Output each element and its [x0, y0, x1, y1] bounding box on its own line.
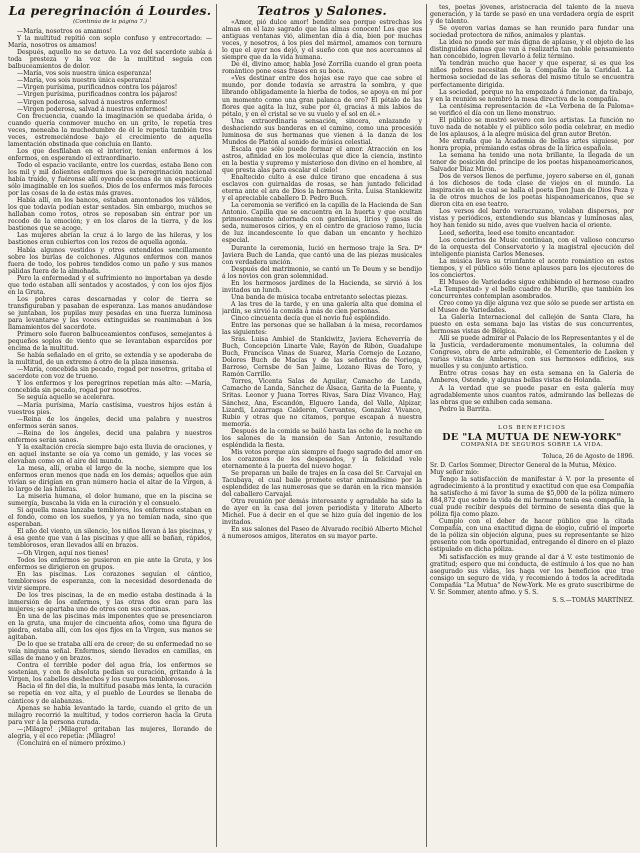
letter-dateline: Toluca, 26 de Agosto de 1896. [542, 452, 634, 460]
paragraph: —Virgen poderosa, salvad á nuestros enfermos! [17, 98, 168, 106]
paragraph: Entre otras cosas hay en esta semana en la Galería de Amberes, Ostende, y algunas bellas vistas de Holanda. [430, 370, 634, 385]
paragraph: El público se mostró severo con los artistas. La función no tuvo nada de notable y el público sólo podía celebrar, en medio de los aplausos, á la alegre música del gran autor Bretón. [430, 116, 634, 138]
paragraph: Si aquella masa lanzaba temblores, los enfermos estaban en el fondo, como en los sueños, y ya no temían nada, sino que esperaban. [8, 507, 212, 529]
paragraph: Pedro la Barrita. [439, 405, 492, 413]
paragraph: Contra el terrible poder del agua fría, los enfermos se sostenían, y con fe absoluta pedían su curación, gritando á la Virgen, los cabellos deshechos y los cuerpos temblorosos. [8, 662, 212, 684]
paragraph: Otra reunión por demás interesante y agradable ha sido la de ayer en la casa del joven periodista y literato Alberto Michel. Fue á decir en el que se hizo guía del ingenio de los invitados. [222, 498, 422, 527]
paragraph: Allí se puede admirar el Palacio de los Representantes y el de la Justicia, verdaderamente monumentales, la columna del Congreso, obra de arte admirable, el Cementerio de Laeken y varias vistas de Amberes, con sus hermosos edificios, sus muelles y su conjunto artístico. [430, 335, 634, 371]
paragraph: Y los enfermos y los peregrinos repetían más alto: —María, concebida sin pecado, rogad por nosotros. [8, 380, 212, 395]
paragraph: Primero solo fueron balbuceamientos confusos, semejantes á pequeños soplos de viento que se levantaban esparcidos por encima de la multitud. [8, 331, 212, 353]
article-body [430, 4, 634, 413]
paragraph: Cinco cincuenta decía que el novio fué espléndido. [231, 314, 391, 322]
paragraph: Tengo la satisfacción de manifestar á V. por la presente el agradecimiento á la prontitud y exactitud con que esa Compañía ha satisfecho á mi favor la suma de $5,000 de la póliza número 484,872 que sobre la vida de mi hermano tenía esa compañía, la cual pude recibir después del término de sesenta días que la póliza fija como plazo. [430, 476, 634, 519]
paragraph: La música lleva su triunfante el acento romántico en estos tiempos, y el público sólo tiene aplausos para los ejecutores de los conciertos. [430, 257, 634, 279]
paragraph: Durante la ceremonia, lució en hermoso traje la Sra. Dª Javiera Buch de Landa, que cantó una de las piezas musicales con verdadera unción. [222, 244, 422, 266]
letter-address: Sr. D. Carlos Sommer, Director General de la Mutua, México. [430, 461, 617, 469]
paragraph: —María, nosotros os amamos! [17, 28, 113, 36]
paragraph: —¡Milagro! ¡Milagro! gritaban las mujeres, llorando de alegría, y el eco repetía: ¡Milagro! [8, 725, 212, 740]
paragraph: A la verdad que se puede pasar en esta galería muy agradablemente unos cuantos ratos, admirando las bellezas de las obras que se exhiben cada semana. [430, 384, 634, 406]
paragraph: Los versos del bardo veracruzano, volaban dispersos, por vistas y periódicos, extendiendo sus blancas y luminosas alas, hoy han tenido su nido, aves que vuelven hacia el oriente. [430, 208, 634, 230]
paragraph: Una extraordinaria sensación, sincera, enlazando y deshaciendo sus banderas en el camino, como una procesión luminosa de sus hermanas que vienen á la danza de los Mundos de Platón al sonido de música celestial. [222, 117, 422, 146]
paragraph: Sras. Luisa Ambiel de Stankiwitz, Javiera Echeverría de Buch, Concepción Linarte Vale, Rayón de Ribón, Guadalupe Buch, Francisca Vinas de Suarez, María Cornejo de Lozano, Dolores Buch de Macías y de las señoritas de Noriega, Barroso, Cernsbe de San Jaime, Lozano Rivas de Toro, y Ramón Carrillo. [222, 336, 422, 379]
ad-title: DE "LA MUTUA DE NEW-YORK" [442, 431, 622, 443]
paragraph: La sociedad, porque no ha empezado á funcionar, da trabajo, y en la reunión se nombró la mesa directiva de la compañía. [430, 88, 634, 103]
paragraph: Había algunos vestidos y otros extendidos sencillamente sobre los burlas de colchones. Algunos enfermos con manos fuera de todo, los pobres tendidos como un paño y sus manos pálidas fuera de la almohada. [8, 246, 212, 275]
paragraph: Se oyeron varias damas se han reunido para fundar una sociedad protectora de niños, animales y plantas. [430, 25, 634, 40]
paragraph: Dos de versos llenos de perfume, joyero saberse en él, ganan á los dichosos de toda clase de viejos en el mundo. La inspiración en la cual se halla el poeta Don Juan de Dios Peza y la de otros muchos de los poetas hispanoamericanos, que se dieron cita en ese teatro. [430, 173, 634, 209]
continuation-note: (Continúa de la página 7.) [73, 19, 147, 25]
paragraph: En sus salones del Paseo de Alvarado recibió Alberto Michel á numerosos amigos, literatos en su mayor parte. [222, 526, 422, 541]
paragraph: Mis votos porque aún siempre el fuego sagrado del amor en los corazones de los desposados, y la felicidad vele eternamente á la puerta del nuevo hogar. [222, 448, 422, 470]
paragraph: La centésima representación de «La Verbena de la Paloma» se verificó el día con un lleno monstruo. [430, 102, 634, 117]
paragraph: Después, aquello no se detuvo. La voz del sacerdote subía á toda presteza y la voz de la multitud seguía con balbuceamientos de dolor. [8, 49, 212, 71]
paragraph: Torres, Vicenta Salas de Aguilar, Camacho de Landa, Camacho de Landa, Sánchez de Alsaca, Garita de la Fuente, y Sritas. Leonor y Juana Torres Rivas, Sara Díaz Vivanco, Hay, Sánchez, Ana, Escandón, Elguero Landa, del Valle, Alpizar, Lizardi, Lozarraga Calderón, Cervantes, Gonzalez Vivanco, Rubio y otras que no citamos, porque escapan á nuestra memoria. [222, 378, 422, 428]
paragraph: Cumplo con el deber de hacer público que la citada Compañía, con una exactitud digna de elogio, cubrió el importe de la póliza sin objeción alguna, pues su representante se hizo presente con toda oportunidad, entregando el dinero en el plazo estipulado en dicha póliza. [430, 518, 634, 554]
column-divider [216, 4, 217, 847]
paragraph: La semana ha tenido una nota brillante, la llegada de un tenor de posición del príncipe de los poetas hispanoamericanos, Salvador Díaz Mirón. [430, 151, 634, 174]
paragraph: Se seguía aquello se acelerara. [17, 394, 115, 402]
letter-salutation: Muy señor mío: [430, 468, 479, 476]
paragraph: tes, poetas jóvenes, aristocracia del talento de la nueva generación, y la tarde se pasó en una verdadera orgía de esprit y de talento. [430, 4, 634, 26]
paragraph: En una de las piscinas más imponentes que se presenciaron en la gruta, una mujer de cincuenta años, como una figura de piedra, estaba allí, con los ojos fijos en la Virgen, sus manos se agitaban. [8, 612, 212, 642]
column-peregrinacion [8, 4, 212, 847]
column-teatros [222, 4, 422, 847]
paragraph: —Virgen purísima, purificadnos contra los pájaros! [17, 84, 178, 92]
paragraph: —María, vos sois nuestra única esperanza! [17, 77, 152, 85]
ad-subtitle: COMPAÑÍA DE SEGUROS SOBRE LA VIDA. [460, 441, 604, 448]
paragraph: A las tres de la tarde, y en una galería alta que domina el jardín, se sirvió la comida á más de cien personas. [222, 300, 422, 315]
paragraph: Pero la enfermedad y el sufrimiento no importaban ya desde que todo estaban allí sentados y acostados, y con los ojos fijos en la Gruta. [8, 274, 212, 296]
paragraph: Después del matrimonio, se cantó un Te Deum y se bendijo á los novios con gran solemnidad. [222, 265, 422, 280]
paragraph: Enaltecido culto á ese dulce tirano que encadena á sus esclavos con guirnaldas de rosas, se han juntado felicidad eterna ante el ara de Dios la hermosa Srita. Luisa Stankiewitz y el apreciable caballero D. Pedro Buch. [222, 174, 422, 203]
paragraph: Escala que sólo puede formar el amor. Atracción en los astros, afinidad en los moléculas que dice la ciencia, instinto en la bestia y supremo y misterioso don divino en el hombre, al que presta alas para escalar el cielo! [222, 145, 422, 174]
paragraph: Apenas se había levantado la tarde, cuando el grito de un milagro recorrió la multitud, y todos corrieron hacia la Gruta para ver á la persona curada. [8, 704, 212, 726]
section-rule [460, 419, 604, 420]
paragraph: Con frecuencia, cuando la imaginación se quedaba árida, ó cuando quería conmover mucho en un grito, le repetía tres veces, meneaba la muchedumbre de él le repetía también tres veces, estremeciéndose bajo el crecimiento de aquella lamentación obstinada que concluía en llanto. [8, 112, 212, 148]
paragraph: La Galería Internacional del callejón de Santa Clara, ha puesto en esta semana bajo las vistas de sus concurrentes, hermosas vistas de Bélgica. [430, 314, 634, 336]
paragraph: —Virgen purísima, purificadnos contra los pájaros! [17, 91, 178, 99]
paragraph: La miseria humana, el dolor humano, que en la piscina se sumergía, buscaba la vida en la curación y el consuelo. [8, 493, 212, 508]
column-divider [426, 4, 427, 847]
paragraph: Entre las personas que se hallaban á la mesa, recordamos las siguientes: [222, 322, 422, 337]
paragraph: Y la multitud repitió con soplo confuso y entrecortado: —María, nosotros os amamos! [8, 35, 212, 50]
paragraph: Todo el espacio vacilante, entre los cuerdas, estaba lleno con los mil y mil dolientes enfermos que la peregrinación nacional había traído, y fuéronse allí oyendo escenas de un espectáculo sólo imaginable en los sueños. Dios de los enfermos más feroces por las cosas de la de estas más graves. [8, 161, 212, 198]
paragraph: —María purísima, María castísima, vuestros hijos están á vuestros pies. [8, 401, 212, 416]
paragraph: —María, vos sois nuestra única esperanza! [17, 70, 152, 78]
paragraph: —Reina de los ángeles, decid una palabra y nuestros enfermos serán sanos. [8, 415, 212, 430]
paragraph: «Amor, pió dulce amor! bendito sea porque estrechas los almas en el lazo sagrado que las almas conocen! Los que sus antiguas ventanas vió, alimentan día á día, bien por muchas veces, y nosotros, á los pies del mármol, amamos con ternura lo que el ayer nos dejó, y el sueño con que nos acercamos al siempre que da la vida humana. [222, 19, 422, 62]
paragraph: Ya tendrán mucho que hacer y que esperar, si es que los niños pobres necesitan de la Compañía de la Caridad. La hermosa sociedad de las señoras del mismo título se encuentra perfectamente dirigida. [430, 60, 634, 89]
paragraph: —Virgen poderosa, salvad á nuestros enfermos! [17, 105, 168, 113]
paragraph: Leed, señorita, leed ese tomito encantador. [439, 229, 575, 237]
paragraph: Todos los enfermos se pusieron en pie ante la Gruta, y los enfermos se dirigieron en grupos. [8, 556, 212, 571]
paragraph: Los que desfilaban en el interior, tenían enfermos á los enfermos, en esperando el extraordinario. [8, 147, 212, 162]
article-heading: Teatros y Salones. [257, 4, 387, 18]
paragraph: «Ves destinar entre dos hojas ese rayo que cae sobre el mundo, por donde todavía se arrastra la sombra, y que librando obligadamente la hierba de todos, se apoya en mí por un momento como una gran palanca de oro? El pétalo de las flores que agita la luz, sube por él, gracias á mis labios de pétalo, y en el cristal se ve su vuelo y el sol en él.» [222, 75, 422, 118]
paragraph: Se había señalado en el grito, se extendía y se apoderaba de la multitud, de un extremo á otro de la plaza inmensa. [8, 352, 212, 367]
paragraph: La ceremonia se verificó en la capilla de la Hacienda de San Antonio. Capilla que se encuentra en la huerta y que ocultan primorosamente adornada con gardenias, lirios y gasas de seda, numerosos cirios, y en el centro de gracioso ramo, lucía de luz incandescente lo que daban un encanto y hechizo especial. [222, 202, 422, 245]
paragraph: —Oh Virgen, aquí nos tienes! [17, 549, 109, 557]
paragraph: La mesa, allí, oraba el largo de la noche, siempre que los enfermos eran menos que nada en los demás; aquellos que aún vivían se dirigían en gran número hacia el altar de la Virgen, á lo largo de las hileras. [8, 464, 212, 494]
paragraph: De los tres piscinas, la de en medio estaba destinada á la inmersión de los enfermos, y las otras dos eran para las mujeres; se apartaba uno de otros con sus cortinas. [8, 591, 212, 613]
paragraph: Una banda de música tocaba entretanto selectas piezas. [231, 293, 408, 301]
paragraph: Después de la comida se bailó hasta las ocho de la noche en los salones de la mansión de San Antonio, resultando espléndida la fiesta. [222, 427, 422, 449]
paragraph: Los conciertos de Music continúan, con el valioso concurso de la orquesta del Conservatorio y la magistral ejecución del inteligente pianista Carlos Meneses. [430, 236, 634, 258]
paragraph: —María, concebida sin pecado, rogad por nosotros, gritaba el sacerdote con voz de trueno. [8, 366, 212, 381]
paragraph: Se preparan un baile de trajes en la casa del Sr. Carvajal en Tacubaya, el cual baile promete estar animadísimo por la esplendidez de las numerosas que se darán en la rica mansión del caballero Carvajal. [222, 470, 422, 499]
paragraph: —Reina de los ángeles, decid una palabra y nuestros enfermos serán sanos. [8, 429, 212, 444]
paragraph: Mi satisfacción es muy grande al dar á V. este testimonio de gratitud; espero que mi conducta, de estímulo á los que no han asegurado sus vidas, les haga ver los beneficios que trae consigo un seguro de vida, y recomiendo á todos la acreditada Compañía "La Mutua" de New-York. Me es grato suscribirme de V. Sr. Sommer, atento afmo. y S. S. [430, 553, 634, 596]
letter-body [430, 476, 634, 596]
paragraph: En los hermosos jardines de la Hacienda, se sirvió á los invitados un lunch. [222, 279, 422, 294]
paragraph: La idea no puede ser más digna de aplauso, y el objeto de las distinguidas damas que van á realizarla tan noble pensamiento han concebido, logren llevarlo á feliz término. [430, 39, 634, 61]
paragraph: Había allí, en los bancos, estaban amontonados los válidos, los que todavía podían estar sentados. Sin embargo, muchos se hallaban como rotos, otros se reposaban sin entrar por un recodo de la emoción; y en los claros de la tierra, y de los bastiones que se acoge. [8, 197, 212, 233]
paragraph: En las piscinas. Los corazones seguían el cántico, temblorosos de esperanza, con la necesidad desordenada de vivir siempre. [8, 570, 212, 592]
letter-signature: S. S.—TOMÁS MARTÍNEZ. [552, 596, 634, 604]
paragraph: El año del viento, un silencio, los niños llevan á las piscinas, y á esa gente que van á las piscinas y que allí se bañan, rápidos, temblorosos, eran llevados allí en brazos. [8, 528, 212, 550]
ad-kicker: LOS BENEFICIOS [498, 424, 566, 431]
article-body [222, 19, 422, 540]
paragraph: Los pobres caras descarnadas y color de tierra se transfiguraban y pasaban de esperanza. Las manos anudándose se juntaban, los pupilas muy pesadas en una fuerza luminosa para levantarse y las voces extinguidas se reanimaban á los llamamientos del sacerdote. [8, 295, 212, 332]
advertisement [430, 425, 634, 604]
paragraph: El Museo de Variedades sigue exhibiendo el hermoso cuadro «La Tempestad» y el bello cuadro de Murillo, que también los concurrentes contemplan asombrados. [430, 278, 634, 300]
paragraph: Creo como ya dije alguna vez que sólo se puede ser artista en el Museo de Variedades. [430, 299, 634, 315]
column-right [430, 4, 634, 847]
paragraph: De lo que se trataba allí era de creer; de su enfermedad no se veía ninguna señal. Enfermos, siendo llevados en camillas, en sillas de mano y en brazos. [8, 641, 212, 663]
paragraph: Y la exaltación crecía siempre bajo esta lluvia de oraciones, y en aquel instante se oía ya como un gemido, y las voces se elevaban como en el aire del mundo. [8, 443, 212, 465]
article-heading: La peregrinación á Lourdes. [8, 4, 212, 18]
paragraph: De él, divino amor, habla José Zorrilla cuando el gran poeta romántico pone esas frases en su boca. [222, 61, 422, 76]
article-body [8, 28, 212, 747]
paragraph: Las mujeres abrían la cruz á lo largo de las hileras, y los bastiones eran cubiertos con los rezos de aquella agonía. [8, 232, 212, 247]
paragraph: Me extraña que la Academia de bellas artes siguiese, por honra propia, premiando estas obras de la lírica española. [430, 137, 634, 152]
paragraph: (Concluirá en el número próximo.) [17, 739, 126, 747]
paragraph: Hacia el fin del día, la multitud pasaba más lenta, la curación se repetía en voz alta, y el pueblo de Lourdes se llenaba de cánticos y de alabanzas. [8, 683, 212, 705]
